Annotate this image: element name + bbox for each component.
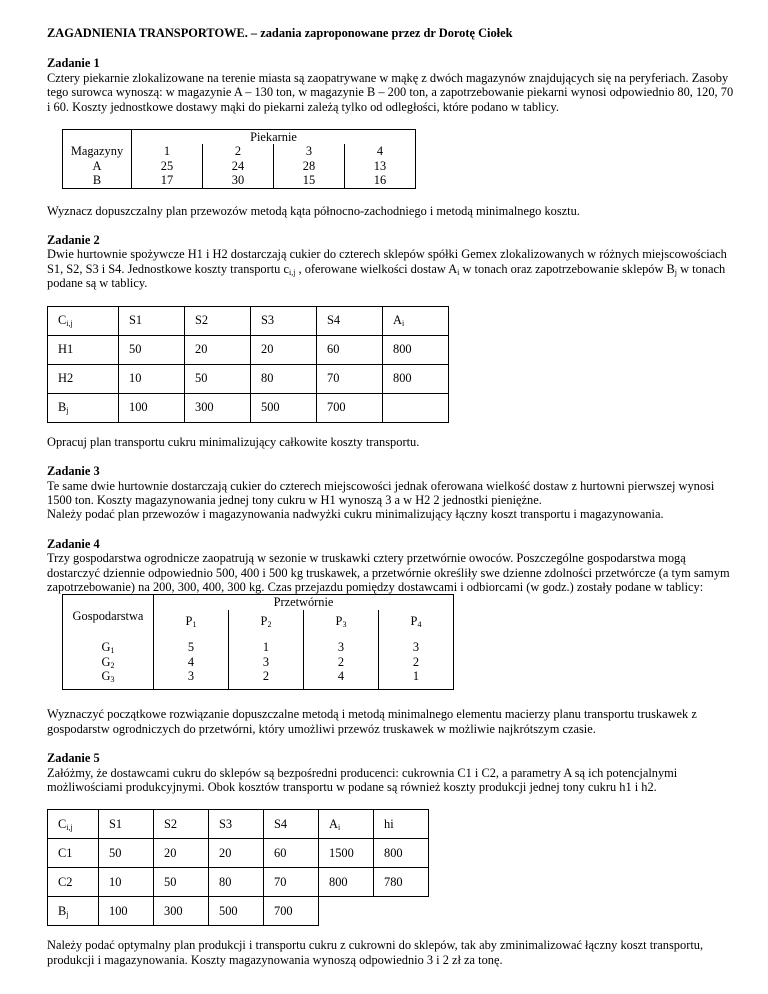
task-3: [47, 464, 737, 522]
task-4: [47, 537, 737, 736]
table-row: C2 10 50 80 70 800 780: [48, 868, 429, 897]
table-col-header: hi: [374, 810, 429, 839]
table-cell: 2: [412, 654, 420, 669]
table-col-header: S3: [251, 306, 317, 335]
table-cell: 4: [337, 668, 345, 683]
table-col-header: $A_i$: [383, 306, 449, 335]
document-page: [47, 26, 737, 967]
table-row-label: $G_1$: [101, 640, 115, 656]
table-cell: 17: [160, 173, 174, 188]
table-row: $B_j$ 100 300 500 700: [48, 393, 449, 422]
table-row-label: $G_3$: [101, 668, 115, 684]
table-cell: 15: [302, 173, 316, 188]
table-col-header: S1: [119, 306, 185, 335]
table-corner-header: $C_{i,j}$: [48, 810, 99, 839]
table-row-label: $G_2$: [101, 654, 115, 670]
task-4-instruction: Wyznaczyć początkowe rozwiązanie dopuszczalne metodą i metodą minimalnego elementu macierzy planu transportu truskawek z gospodarstw ogrodniczych do przetwórni, który umożliwi przewóz truskawek w możliwie najkrótszym czasie.: [47, 707, 697, 736]
task-1: [47, 56, 737, 218]
table-cell: 25: [160, 158, 174, 173]
table-cell: 3: [262, 654, 270, 669]
table-cell: 16: [373, 173, 387, 188]
table-row-header: Magazyny: [70, 144, 124, 159]
table-cell: 2: [337, 654, 345, 669]
table-col-header: S1: [99, 810, 154, 839]
task-3-heading: Zadanie 3: [47, 464, 100, 479]
task-1-table: [62, 129, 416, 189]
table-col-header: S2: [154, 810, 209, 839]
task-1-heading: Zadanie 1: [47, 56, 100, 71]
table-cell: 30: [231, 173, 245, 188]
table-cell: 24: [231, 158, 245, 173]
table-cell: 13: [373, 158, 387, 173]
table-cell: 2: [262, 668, 270, 683]
task-5-instruction: Należy podać optymalny plan produkcji i transportu cukru z cukrowni do sklepów, tak aby zminimalizować łączny koszt transportu, produkcji i magazynowania. Koszty magazynowania wynoszą odpowiednio 3 i 2 zł za tonę.: [47, 938, 704, 967]
table-row-header: Gospodarstwa: [63, 595, 154, 628]
table-col-header: 4: [376, 144, 384, 159]
table-corner-header: $C_{i,j}$: [48, 306, 119, 335]
table-col-header: S4: [317, 306, 383, 335]
task-2-text: Dwie hurtownie spożywcze H1 i H2 dostarczają cukier do czterech sklepów spółki Gemex zlokalizowanych w różnych miejscowościach S1, S2, S3 i S4. Jednostkowe koszty transportu $c_{i,j}$ , oferowane wielkości dostaw $A_i$ w tonach oraz zapotrzebowanie sklepów $B_j$ w tonach podane są w tablicy.: [47, 247, 727, 291]
table-cell: 1: [262, 640, 270, 655]
table-group-header: Piekarnie: [132, 130, 416, 145]
task-2: [47, 233, 737, 449]
task-2-heading: Zadanie 2: [47, 233, 100, 248]
document-title: ZAGADNIENIA TRANSPORTOWE. – zadania zaproponowane przez dr Dorotę Ciołek: [47, 26, 513, 40]
task-2-table: [47, 306, 449, 423]
table-group-header: Przetwórnie: [154, 595, 454, 610]
table-cell: 3: [187, 668, 195, 683]
task-5-text: Załóżmy, że dostawcami cukru do sklepów są bezpośredni producenci: cukrownia C1 i C2, a parametry A są ich potencjalnymi możliwościami produkcyjnymi. Obok kosztów transportu w podane są również koszty produkcji jednej tony cukru h1 i h2.: [47, 765, 678, 794]
task-2-instruction: Opracuj plan transportu cukru minimalizujący całkowite koszty transportu.: [47, 434, 420, 449]
table-row-label: B: [92, 173, 102, 188]
table-row-label: A: [92, 158, 102, 173]
task-1-text: Cztery piekarnie zlokalizowane na terenie miasta są zaopatrywane w mąkę z dwóch magazynów znajdujących się na peryferiach. Zasoby tego surowca wynoszą: w magazynie A – 130 ton, w magazynie B – 200 ton, a zapotrzebowanie piekarni wynosi odpowiednio 80, 120, 70 i 60. Koszty jednostkowe dostawy mąki do piekarni zależą tylko od odległości, które podano w tablicy.: [47, 70, 734, 114]
table-col-header: 3: [305, 144, 313, 159]
task-4-text: Trzy gospodarstwa ogrodnicze zaopatrują w sezonie w truskawki cztery przetwórnie owoców. Poszczególne gospodarstwa mogą dostarczyć dziennie odpowiednio 500, 400 i 500 kg truskawek, a przetwórnie określiły swe dzienne zdolności przetwórcze (a tym samym zapotrzebowanie) na 200, 300, 400, 300 kg. Czas przejazdu pomiędzy dostawcami i odbiorcami (w godz.) zostały podane w tablicy:: [47, 551, 730, 594]
table-row: $B_j$ 100 300 500 700: [48, 897, 429, 926]
table-cell: 28: [302, 158, 316, 173]
table-row: H1 50 20 20 60 800: [48, 335, 449, 364]
task-4-table: [62, 594, 454, 690]
task-3-text: Te same dwie hurtownie dostarczają cukier do czterech miejscowości jednak oferowana wielkość dostaw z hurtowni pierwszej wynosi 1500 ton. Koszty magazynowania jednej tony cukru w H1 wynoszą 3 a w H2 2 jednostki pieniężne.: [47, 478, 715, 507]
table-col-header: S3: [209, 810, 264, 839]
task-5: [47, 751, 737, 967]
table-col-header: $P_2$: [229, 610, 304, 628]
table-col-header: 2: [234, 144, 242, 159]
task-4-heading: Zadanie 4: [47, 536, 100, 551]
table-row: C1 50 20 20 60 1500 800: [48, 839, 429, 868]
task-3-instruction: Należy podać plan przewozów i magazynowania nadwyżki cukru minimalizujący łączny koszt transportu i magazynowania.: [47, 507, 664, 522]
task-1-instruction: Wyznacz dopuszczalny plan przewozów metodą kąta północno-zachodniego i metodą minimalnego kosztu.: [47, 203, 580, 218]
table-cell: 1: [412, 668, 420, 683]
task-5-table: [47, 809, 429, 926]
table-col-header: $P_1$: [154, 610, 229, 628]
table-col-header: S4: [264, 810, 319, 839]
table-col-header: S2: [185, 306, 251, 335]
table-row: H2 10 50 80 70 800: [48, 364, 449, 393]
table-col-header: $A_i$: [319, 810, 374, 839]
table-cell: 4: [187, 654, 195, 669]
table-cell: 3: [412, 640, 420, 655]
table-cell: 3: [337, 640, 345, 655]
table-col-header: $P_4$: [379, 610, 454, 628]
table-cell: 5: [187, 640, 195, 655]
task-5-heading: Zadanie 5: [47, 751, 100, 766]
table-col-header: 1: [163, 144, 171, 159]
table-col-header: $P_3$: [304, 610, 379, 628]
